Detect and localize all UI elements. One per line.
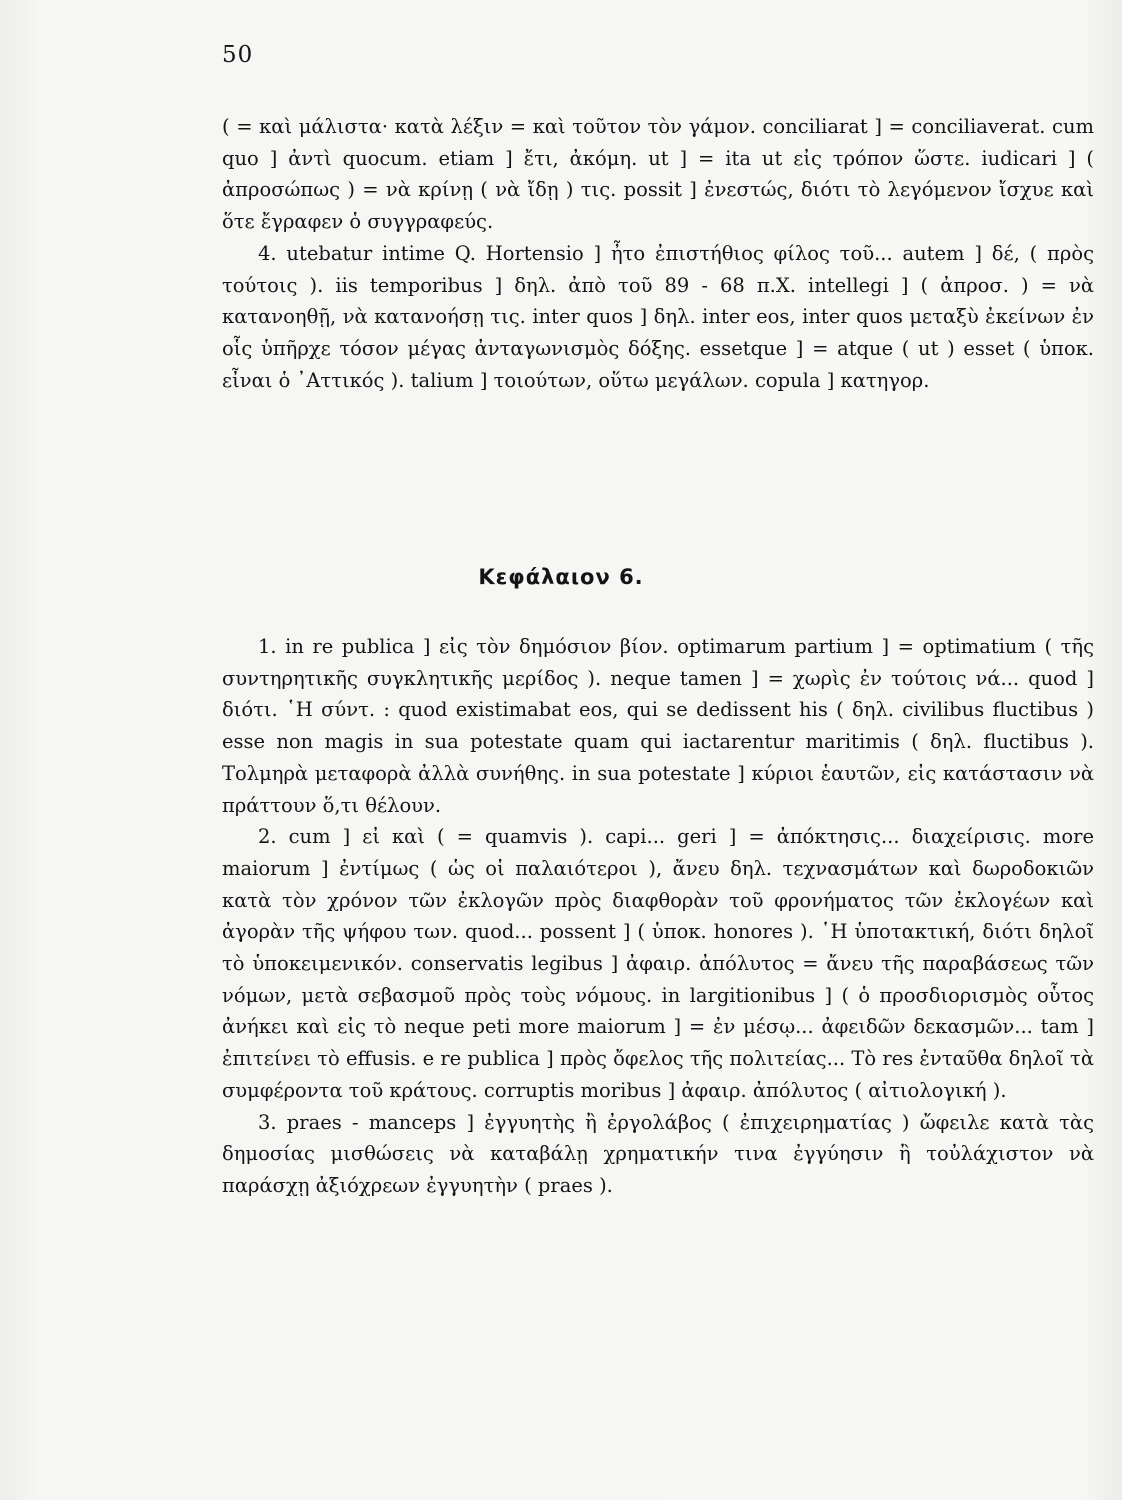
paragraph-continuation: ( = καὶ μάλιστα· κατὰ λέξιν = καὶ τοῦτον τὸν γάμον. conciliarat ] = conciliaverat. cum quo ] ἀντὶ quocum. etiam ] ἔτι, ἀκόμη. ut ] = ita ut εἰς τρόπον ὥστε. iudicari ] ( ἀπροσώπως ) = νὰ κρίνῃ ( νὰ ἴδῃ ) τις. possit ] ἐνεστώς, διότι τὸ λεγόμενον ἴσχυε καὶ ὅτε ἔγραφεν ὁ συγγραφεύς.	[222, 115, 1094, 234]
paragraph-note-3: 3. praes - manceps ] ἐγγυητὴς ἢ ἐργολάβος ( ἐπιχειρηματίας ) ὤφειλε κατὰ τὰς δημοσίας μισθώσεις νὰ καταβάλῃ χρηματικήν τινα ἐγγύησιν ἢ τοὐλάχιστον νὰ παράσχῃ ἀξιόχρεων ἐγγυητὴν ( praes ).	[222, 1110, 1094, 1197]
chapter-heading: Κεφάλαιον 6.	[478, 565, 644, 589]
commentary-section-ch5	[222, 111, 1094, 396]
paragraph-note-1: 1. in re publica ] εἰς τὸν δημόσιον βίον. optimarum partium ] = optimatium ( τῆς συντηρητικῆς συγκλητικῆς μερίδος ). neque tamen ] = χωρὶς ἐν τούτοις νά... quod ] διότι. ῾Η σύντ. : quod existimabat eos, qui se dedissent his ( δηλ. civilibus fluctibus ) esse non magis in sua potestate quam qui iactarentur maritimis ( δηλ. fluctibus ). Τολμηρὰ μεταφορὰ ἀλλὰ συνήθης. in sua potestate ] κύριοι ἑαυτῶν, εἰς κατάστασιν νὰ πράττουν ὅ,τι θέλουν.	[222, 635, 1094, 817]
paragraph-note-4: 4. utebatur intime Q. Hortensio ] ἦτο ἐπιστήθιος φίλος τοῦ... autem ] δέ, ( πρὸς τούτοις ). iis temporibus ] δηλ. ἀπὸ τοῦ 89 - 68 π.Χ. intellegi ] ( ἀπροσ. ) = νὰ κατανοηθῇ, νὰ κατανοήσῃ τις. inter quos ] δηλ. inter eos, inter quos μεταξὺ ἐκείνων ἐν οἷς ὑπῆρχε τόσον μέγας ἀνταγωνισμὸς δόξης. essetque ] = atque ( ut ) esset ( ὑποκ. εἶναι ὁ ᾿Αττικός ). talium ] τοιούτων, οὕτω μεγάλων. copula ] κατηγορ.	[222, 241, 1094, 392]
page-number: 50	[222, 42, 254, 68]
paragraph-note-2: 2. cum ] εἰ καὶ ( = quamvis ). capi... geri ] = ἀπόκτησις... διαχείρισις. more maiorum ] ἐντίμως ( ὡς οἱ παλαιότεροι ), ἄνευ δηλ. τεχνασμάτων καὶ δωροδοκιῶν κατὰ τὸν χρόνον τῶν ἐκλογῶν πρὸς διαφθορὰν τοῦ φρονήματος τῶν ἐκλογέων καὶ ἀγορὰν τῆς ψήφου των. quod... possent ] ( ὑποκ. honores ). ῾Η ὑποτακτική, διότι δηλοῖ τὸ ὑποκειμενικόν. conservatis legibus ] ἀφαιρ. ἀπόλυτος = ἄνευ τῆς παραβάσεως τῶν νόμων, μετὰ σεβασμοῦ πρὸς τοὺς νόμους. in largitionibus ] ( ὁ προσδιορισμὸς οὗτος ἀνήκει καὶ εἰς τὸ neque peti more maiorum ] = ἐν μέσῳ... ἀφειδῶν δεκασμῶν... tam ] ἐπιτείνει τὸ effusis. e re publica ] πρὸς ὄφελος τῆς πολιτείας... Τὸ res ἐνταῦθα δηλοῖ τὰ συμφέροντα τοῦ κράτους. corruptis moribus ] ἀφαιρ. ἀπόλυτος ( αἰτιολογική ).	[222, 825, 1094, 1102]
commentary-section-ch6	[222, 631, 1094, 1202]
